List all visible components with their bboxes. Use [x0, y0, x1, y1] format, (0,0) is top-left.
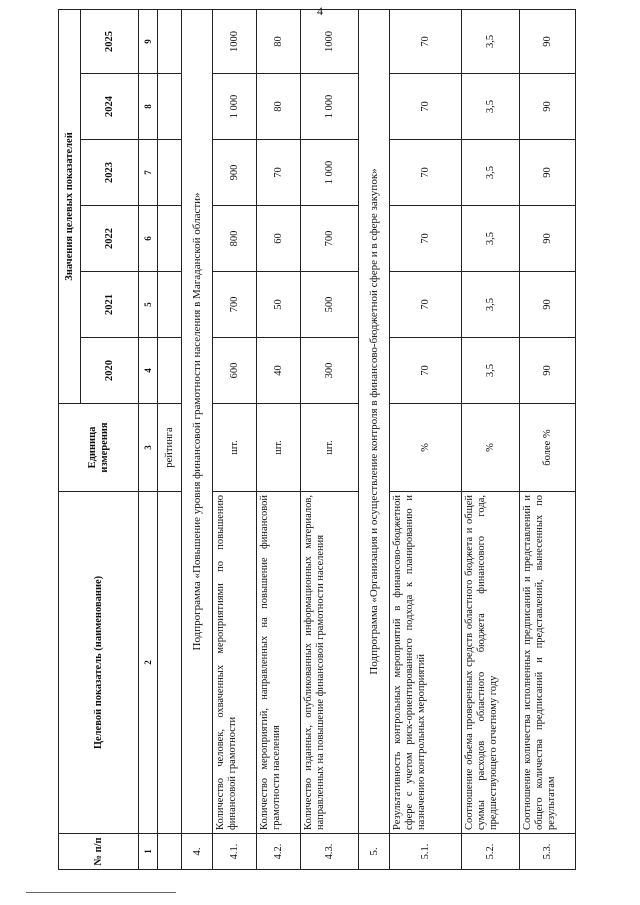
row-value: 800	[213, 206, 257, 272]
row-value: 3,5	[462, 74, 520, 140]
index-cell: 6	[139, 206, 158, 272]
row-name: Результативность контрольных мероприятий в финансово-бюджетной сфере с учетом риск-ориентированного подхода к планированию и назначению контрольных мероприятий	[390, 492, 462, 834]
row-value: 900	[213, 140, 257, 206]
header-year: 2020	[81, 338, 139, 404]
row-unit: шт.	[213, 404, 257, 492]
table-row	[462, 9, 520, 869]
column-index-row	[139, 9, 158, 869]
row-unit: %	[462, 404, 520, 492]
index-cell: 3	[139, 404, 158, 492]
row-value: 700	[213, 272, 257, 338]
row-value: 70	[390, 9, 462, 73]
subprogram-row	[182, 9, 213, 869]
row-value: 70	[257, 140, 301, 206]
row-value: 600	[213, 338, 257, 404]
row-name: Соотношение объема проверенных средств областного бюджета и общей суммы расходов областного бюджета финансового года, предшествующего отчетному году	[462, 492, 520, 834]
row-value: 700	[301, 206, 359, 272]
row-value: 90	[520, 74, 576, 140]
index-cell: 9	[139, 9, 158, 73]
row-value: 3,5	[462, 140, 520, 206]
row-value: 70	[390, 206, 462, 272]
row-name: Соотношение количества исполненных предписаний и представлений и общего количества предписаний и представлений, вынесенных по результатам	[520, 492, 576, 834]
row-value: 90	[520, 206, 576, 272]
row-num: 5.2.	[462, 834, 520, 870]
header-year: 2025	[81, 9, 139, 73]
index-cell: 8	[139, 74, 158, 140]
row-num: 5.1.	[390, 834, 462, 870]
row-value: 3,5	[462, 338, 520, 404]
subprogram-title: Подпрограмма «Организация и осуществление контроля в финансово-бюджетной сфере и в сфере закупок»	[359, 9, 390, 833]
row-value: 1 000	[213, 74, 257, 140]
row-value: 3,5	[462, 206, 520, 272]
row-value: 90	[520, 9, 576, 73]
row-value: 3,5	[462, 9, 520, 73]
index-cell: 7	[139, 140, 158, 206]
row-num: 4.3.	[301, 834, 359, 870]
row-num: 4.2.	[257, 834, 301, 870]
row-value: 90	[520, 338, 576, 404]
index-cell: 4	[139, 338, 158, 404]
table-row	[520, 9, 576, 869]
indicators-table	[58, 9, 576, 870]
row-value: 300	[301, 338, 359, 404]
row-value: 70	[390, 140, 462, 206]
header-num: № п/п	[59, 834, 139, 870]
row-value: 1 000	[301, 140, 359, 206]
rotated-table-page	[58, 10, 578, 870]
row-value: 500	[301, 272, 359, 338]
row-value: 1000	[213, 9, 257, 73]
subprogram-num: 5.	[359, 834, 390, 870]
row-unit: шт.	[301, 404, 359, 492]
row-value: 70	[390, 338, 462, 404]
row-value: 3,5	[462, 272, 520, 338]
subprogram-row	[359, 9, 390, 869]
row-value: 50	[257, 272, 301, 338]
row-value: 80	[257, 74, 301, 140]
header-unit: Единица измерения	[59, 404, 139, 492]
row-value: 40	[257, 338, 301, 404]
header-indicator: Целевой показатель (наименование)	[59, 492, 139, 834]
index-cell: 5	[139, 272, 158, 338]
header-year: 2022	[81, 206, 139, 272]
row-value: 70	[390, 272, 462, 338]
table-row	[301, 9, 359, 869]
row-name: Количество человек, охваченных мероприятиями по повышению финансовой грамотности	[213, 492, 257, 834]
row-name: Количество изданных, опубликованных информационных материалов, направленных на повышение финансовой грамотности населения	[301, 492, 359, 834]
subprogram-title: Подпрограмма «Повышение уровня финансовой грамотности населения в Магаданской области»	[182, 9, 213, 833]
index-cell: 2	[139, 492, 158, 834]
subprogram-num: 4.	[182, 834, 213, 870]
row-value: 70	[390, 74, 462, 140]
header-year: 2021	[81, 272, 139, 338]
rating-row	[158, 9, 182, 869]
row-num: 4.1.	[213, 834, 257, 870]
header-year: 2024	[81, 74, 139, 140]
row-unit: шт.	[257, 404, 301, 492]
row-unit: %	[390, 404, 462, 492]
header-values-group: Значения целевых показателей	[59, 9, 81, 403]
page-number: 4	[317, 4, 323, 18]
table-row	[257, 9, 301, 869]
rating-unit: рейтинга	[158, 404, 182, 492]
row-value: 60	[257, 206, 301, 272]
row-unit: более %	[520, 404, 576, 492]
row-num: 5.3.	[520, 834, 576, 870]
row-value: 90	[520, 272, 576, 338]
row-name: Количество мероприятий, направленных на повышение финансовой грамотности населения	[257, 492, 301, 834]
row-value: 90	[520, 140, 576, 206]
table-row	[213, 9, 257, 869]
index-cell: 1	[139, 834, 158, 870]
row-value: 80	[257, 9, 301, 73]
row-value: 1 000	[301, 74, 359, 140]
header-year: 2023	[81, 140, 139, 206]
row-value: 1000	[301, 9, 359, 73]
table-row	[390, 9, 462, 869]
footnote-separator	[26, 892, 176, 893]
